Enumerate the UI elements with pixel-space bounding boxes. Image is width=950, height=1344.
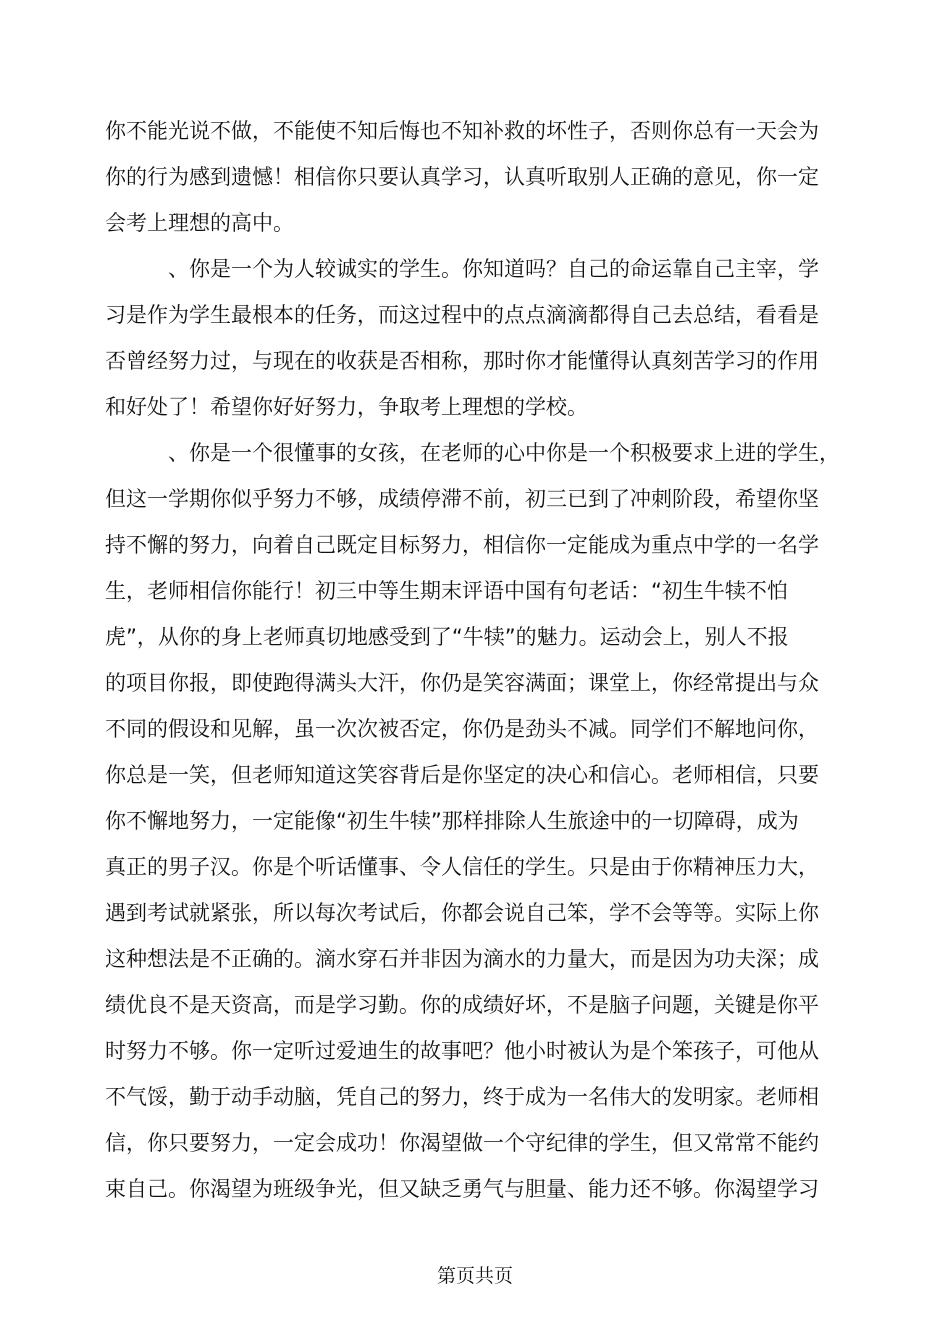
text-line-3: 会考上理想的高中。 [105,211,294,235]
text-line-13: 的项目你报，即使跑得满头大汗，你仍是笑容满面；课堂上，你经常提出与众 [105,671,819,695]
text-line-16: 你不懈地努力，一定能像“初生牛犊”那样排除人生旅途中的一切障碍，成为 [105,809,799,833]
text-line-21: 时努力不够。你一定听过爱迪生的故事吧？他小时被认为是个笨孩子，可他从 [105,1039,819,1063]
text-line-22: 不气馁，勤于动手动脑，凭自己的努力，终于成为一名伟大的发明家。老师相 [105,1085,819,1109]
text-line-1: 你不能光说不做，不能使不知后悔也不知补救的坏性子，否则你总有一天会为 [105,119,819,143]
page-footer: 第页共页 [436,1265,513,1287]
text-line-5: 习是作为学生最根本的任务，而这过程中的点点滴滴都得自己去总结，看看是 [105,303,819,327]
text-line-8: 、你是一个很懂事的女孩，在老师的心中你是一个积极要求上进的学生， [168,441,840,465]
text-line-10: 持不懈的努力，向着自己既定目标努力，相信你一定能成为重点中学的一名学 [105,533,819,557]
text-line-2: 你的行为感到遗憾！相信你只要认真学习，认真听取别人正确的意见，你一定 [105,165,819,189]
text-line-7: 和好处了！希望你好好努力，争取考上理想的学校。 [105,395,588,419]
text-line-18: 遇到考试就紧张，所以每次考试后，你都会说自己笨，学不会等等。实际上你 [105,901,819,925]
text-line-24: 束自己。你渴望为班级争光，但又缺乏勇气与胆量、能力还不够。你渴望学习 [105,1177,819,1201]
text-line-23: 信，你只要努力，一定会成功！你渴望做一个守纪律的学生，但又常常不能约 [105,1131,819,1155]
text-line-15: 你总是一笑，但老师知道这笑容背后是你坚定的决心和信心。老师相信，只要 [105,763,819,787]
text-line-9: 但这一学期你似乎努力不够，成绩停滞不前，初三已到了冲刺阶段，希望你坚 [105,487,819,511]
text-line-20: 绩优良不是天资高，而是学习勤。你的成绩好坏，不是脑子问题，关键是你平 [105,993,819,1017]
text-line-17: 真正的男子汉。你是个听话懂事、令人信任的学生。只是由于你精神压力大， [105,855,819,879]
text-line-19: 这种想法是不正确的。滴水穿石并非因为滴水的力量大，而是因为功夫深；成 [105,947,819,971]
text-line-14: 不同的假设和见解，虽一次次被否定，你仍是劲头不减。同学们不解地问你， [105,717,819,741]
text-line-6: 否曾经努力过，与现在的收获是否相称，那时你才能懂得认真刻苦学习的作用 [105,349,819,373]
text-line-11: 生，老师相信你能行！初三中等生期末评语中国有句老话：“初生牛犊不怕 [105,579,788,603]
text-line-4: 、你是一个为人较诚实的学生。你知道吗？自己的命运靠自己主宰，学 [168,257,819,281]
text-line-12: 虎”，从你的身上老师真切地感受到了“牛犊”的魅力。运动会上，别人不报 [105,625,789,649]
